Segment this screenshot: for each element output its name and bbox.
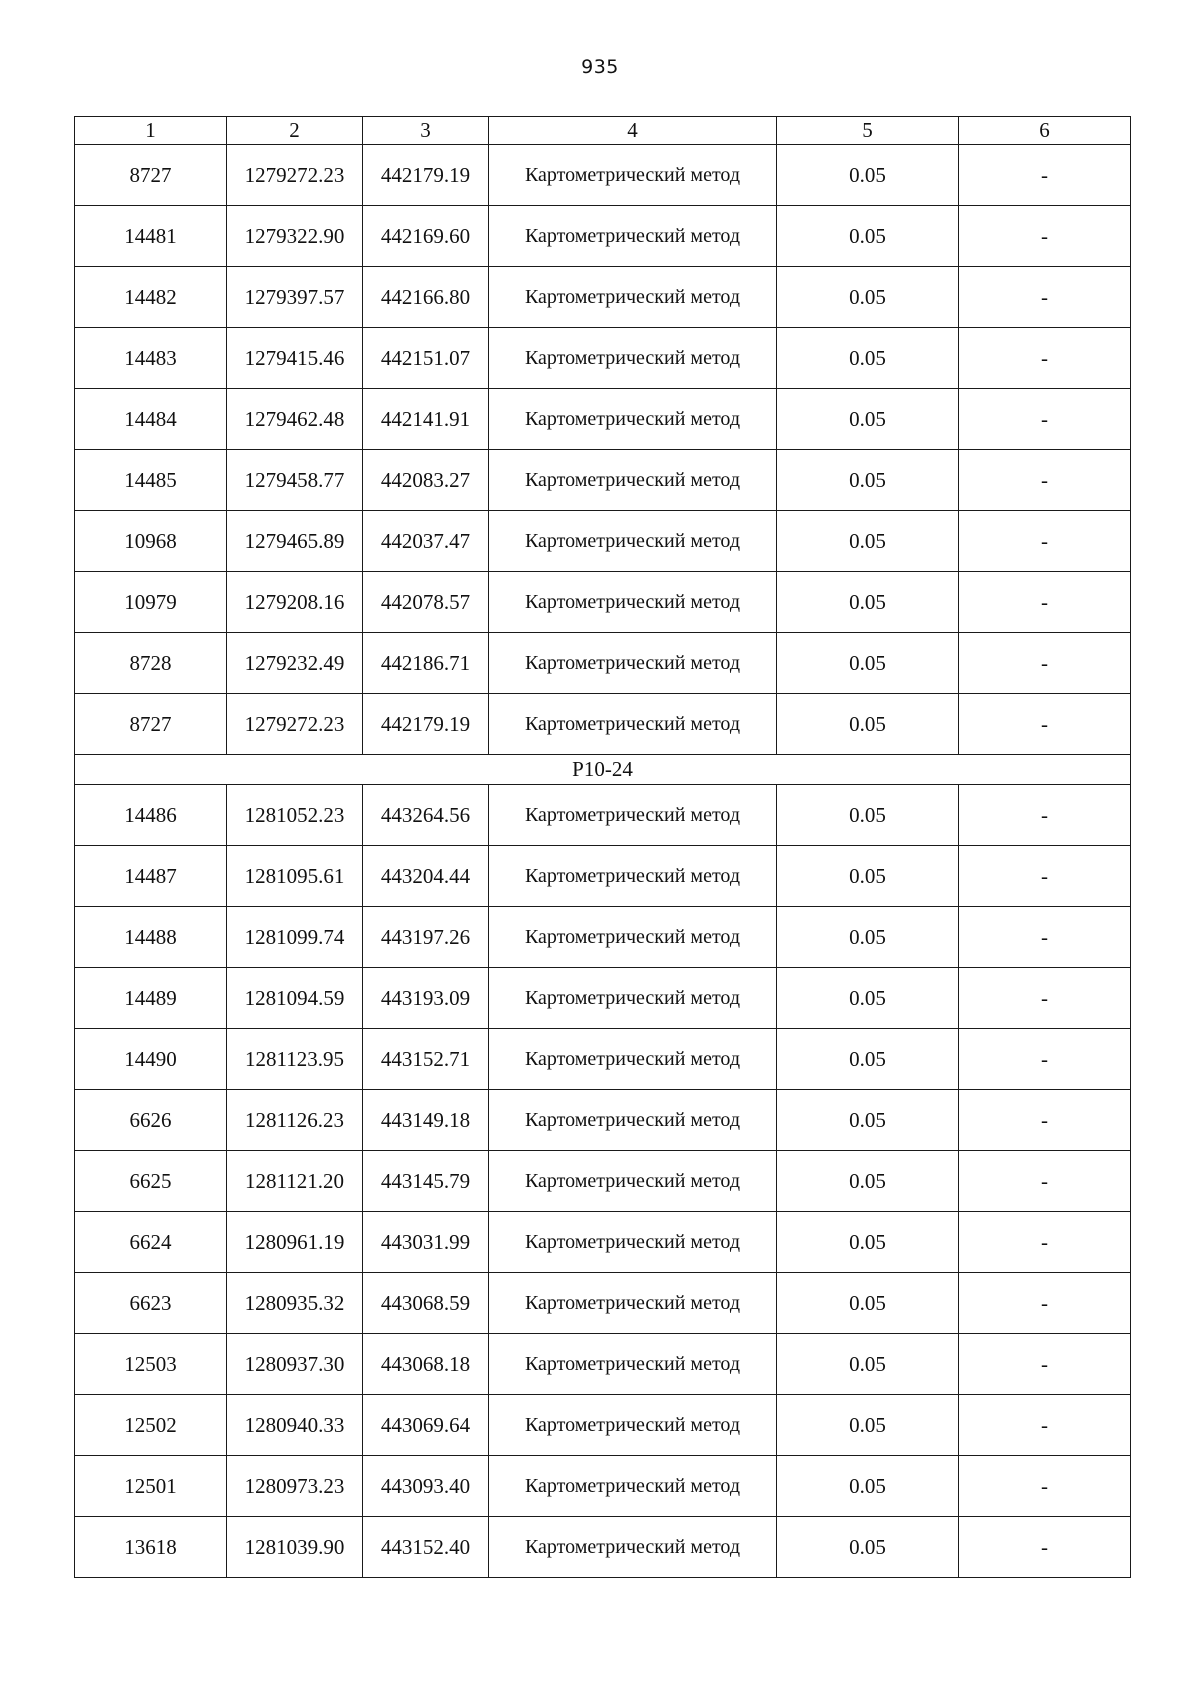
coordinate-x-cell: 1281123.95: [227, 1029, 363, 1090]
coordinate-y-cell: 443193.09: [363, 968, 489, 1029]
coordinates-table: [74, 116, 1131, 1578]
coordinate-x-cell: 1279272.23: [227, 145, 363, 206]
accuracy-cell: 0.05: [777, 1151, 959, 1212]
note-cell: -: [959, 633, 1131, 694]
coordinate-x-cell: 1279322.90: [227, 206, 363, 267]
method-cell: Картометрический метод: [489, 1517, 777, 1578]
note-cell: -: [959, 1090, 1131, 1151]
coordinate-x-cell: 1279458.77: [227, 450, 363, 511]
accuracy-cell: 0.05: [777, 1273, 959, 1334]
table-body: [75, 117, 1131, 1578]
table-row: [75, 1212, 1131, 1273]
column-number-header: [75, 117, 1131, 145]
coordinate-y-cell: 443152.40: [363, 1517, 489, 1578]
coordinate-x-cell: 1281094.59: [227, 968, 363, 1029]
point-number-cell: 8727: [75, 694, 227, 755]
coordinate-x-cell: 1280961.19: [227, 1212, 363, 1273]
coordinate-x-cell: 1280937.30: [227, 1334, 363, 1395]
coordinate-y-cell: 443197.26: [363, 907, 489, 968]
method-cell: Картометрический метод: [489, 694, 777, 755]
table-row: [75, 907, 1131, 968]
accuracy-cell: 0.05: [777, 328, 959, 389]
point-number-cell: 14483: [75, 328, 227, 389]
note-cell: -: [959, 267, 1131, 328]
point-number-cell: 14484: [75, 389, 227, 450]
column-header: 5: [777, 117, 959, 145]
coordinate-y-cell: 443149.18: [363, 1090, 489, 1151]
table-row: [75, 450, 1131, 511]
column-header: 3: [363, 117, 489, 145]
accuracy-cell: 0.05: [777, 694, 959, 755]
note-cell: -: [959, 1029, 1131, 1090]
coordinate-y-cell: 443145.79: [363, 1151, 489, 1212]
coordinate-x-cell: 1279462.48: [227, 389, 363, 450]
table-row: [75, 511, 1131, 572]
accuracy-cell: 0.05: [777, 1090, 959, 1151]
coordinate-y-cell: 442083.27: [363, 450, 489, 511]
coordinate-y-cell: 443264.56: [363, 785, 489, 846]
note-cell: -: [959, 511, 1131, 572]
coordinate-y-cell: 443068.18: [363, 1334, 489, 1395]
point-number-cell: 6626: [75, 1090, 227, 1151]
point-number-cell: 6623: [75, 1273, 227, 1334]
coordinate-x-cell: 1281039.90: [227, 1517, 363, 1578]
accuracy-cell: 0.05: [777, 1395, 959, 1456]
accuracy-cell: 0.05: [777, 450, 959, 511]
coordinate-y-cell: 442179.19: [363, 145, 489, 206]
point-number-cell: 14490: [75, 1029, 227, 1090]
table-row: [75, 846, 1131, 907]
table-row: [75, 1273, 1131, 1334]
note-cell: -: [959, 907, 1131, 968]
column-header: 6: [959, 117, 1131, 145]
method-cell: Картометрический метод: [489, 1029, 777, 1090]
note-cell: -: [959, 145, 1131, 206]
table-row: [75, 1029, 1131, 1090]
coordinate-y-cell: 442169.60: [363, 206, 489, 267]
accuracy-cell: 0.05: [777, 1029, 959, 1090]
method-cell: Картометрический метод: [489, 1212, 777, 1273]
table-row: [75, 1517, 1131, 1578]
method-cell: Картометрический метод: [489, 511, 777, 572]
accuracy-cell: 0.05: [777, 968, 959, 1029]
section-title: Р10-24: [75, 755, 1131, 785]
coordinate-y-cell: 442141.91: [363, 389, 489, 450]
method-cell: Картометрический метод: [489, 1090, 777, 1151]
table-row: [75, 267, 1131, 328]
accuracy-cell: 0.05: [777, 572, 959, 633]
note-cell: -: [959, 968, 1131, 1029]
coordinate-y-cell: 443152.71: [363, 1029, 489, 1090]
table-row: [75, 1334, 1131, 1395]
table-row: [75, 389, 1131, 450]
coordinate-y-cell: 442151.07: [363, 328, 489, 389]
table-row: [75, 206, 1131, 267]
table-row: [75, 1151, 1131, 1212]
accuracy-cell: 0.05: [777, 1334, 959, 1395]
coordinate-y-cell: 443031.99: [363, 1212, 489, 1273]
method-cell: Картометрический метод: [489, 145, 777, 206]
method-cell: Картометрический метод: [489, 450, 777, 511]
note-cell: -: [959, 206, 1131, 267]
note-cell: -: [959, 1334, 1131, 1395]
point-number-cell: 6624: [75, 1212, 227, 1273]
method-cell: Картометрический метод: [489, 328, 777, 389]
method-cell: Картометрический метод: [489, 572, 777, 633]
coordinate-x-cell: 1280973.23: [227, 1456, 363, 1517]
method-cell: Картометрический метод: [489, 785, 777, 846]
point-number-cell: 12501: [75, 1456, 227, 1517]
coordinate-x-cell: 1280935.32: [227, 1273, 363, 1334]
point-number-cell: 14488: [75, 907, 227, 968]
method-cell: Картометрический метод: [489, 267, 777, 328]
column-header: 4: [489, 117, 777, 145]
coordinate-y-cell: 443204.44: [363, 846, 489, 907]
point-number-cell: 10968: [75, 511, 227, 572]
coordinate-x-cell: 1281099.74: [227, 907, 363, 968]
method-cell: Картометрический метод: [489, 1334, 777, 1395]
point-number-cell: 12502: [75, 1395, 227, 1456]
note-cell: -: [959, 328, 1131, 389]
table-row: [75, 785, 1131, 846]
coordinate-x-cell: 1280940.33: [227, 1395, 363, 1456]
note-cell: -: [959, 1212, 1131, 1273]
accuracy-cell: 0.05: [777, 633, 959, 694]
coordinate-x-cell: 1279465.89: [227, 511, 363, 572]
accuracy-cell: 0.05: [777, 846, 959, 907]
method-cell: Картометрический метод: [489, 633, 777, 694]
page-number: 935: [581, 56, 619, 78]
coordinate-y-cell: 443068.59: [363, 1273, 489, 1334]
table-row: [75, 145, 1131, 206]
note-cell: -: [959, 572, 1131, 633]
point-number-cell: 10979: [75, 572, 227, 633]
note-cell: -: [959, 389, 1131, 450]
table-row: [75, 633, 1131, 694]
method-cell: Картометрический метод: [489, 1395, 777, 1456]
coordinate-x-cell: 1279208.16: [227, 572, 363, 633]
note-cell: -: [959, 1151, 1131, 1212]
method-cell: Картометрический метод: [489, 968, 777, 1029]
point-number-cell: 8728: [75, 633, 227, 694]
method-cell: Картометрический метод: [489, 846, 777, 907]
method-cell: Картометрический метод: [489, 206, 777, 267]
coordinate-x-cell: 1279232.49: [227, 633, 363, 694]
table-row: [75, 694, 1131, 755]
coordinate-y-cell: 442037.47: [363, 511, 489, 572]
note-cell: -: [959, 785, 1131, 846]
note-cell: -: [959, 1456, 1131, 1517]
coordinate-y-cell: 442186.71: [363, 633, 489, 694]
coordinate-x-cell: 1279272.23: [227, 694, 363, 755]
accuracy-cell: 0.05: [777, 907, 959, 968]
point-number-cell: 14485: [75, 450, 227, 511]
note-cell: -: [959, 450, 1131, 511]
note-cell: -: [959, 694, 1131, 755]
accuracy-cell: 0.05: [777, 389, 959, 450]
method-cell: Картометрический метод: [489, 1273, 777, 1334]
accuracy-cell: 0.05: [777, 145, 959, 206]
coordinate-x-cell: 1281095.61: [227, 846, 363, 907]
accuracy-cell: 0.05: [777, 785, 959, 846]
coordinate-x-cell: 1281052.23: [227, 785, 363, 846]
coordinate-x-cell: 1279415.46: [227, 328, 363, 389]
accuracy-cell: 0.05: [777, 1517, 959, 1578]
accuracy-cell: 0.05: [777, 206, 959, 267]
table-row: [75, 572, 1131, 633]
accuracy-cell: 0.05: [777, 511, 959, 572]
column-header: 2: [227, 117, 363, 145]
coordinate-x-cell: 1281126.23: [227, 1090, 363, 1151]
point-number-cell: 12503: [75, 1334, 227, 1395]
note-cell: -: [959, 846, 1131, 907]
method-cell: Картометрический метод: [489, 1456, 777, 1517]
coordinate-y-cell: 443069.64: [363, 1395, 489, 1456]
note-cell: -: [959, 1273, 1131, 1334]
accuracy-cell: 0.05: [777, 1212, 959, 1273]
note-cell: -: [959, 1395, 1131, 1456]
table-row: [75, 1090, 1131, 1151]
method-cell: Картометрический метод: [489, 907, 777, 968]
table-row: [75, 968, 1131, 1029]
point-number-cell: 14487: [75, 846, 227, 907]
method-cell: Картометрический метод: [489, 1151, 777, 1212]
coordinate-y-cell: 442179.19: [363, 694, 489, 755]
table-row: [75, 1456, 1131, 1517]
point-number-cell: 14489: [75, 968, 227, 1029]
accuracy-cell: 0.05: [777, 1456, 959, 1517]
table-row: [75, 1395, 1131, 1456]
column-header: 1: [75, 117, 227, 145]
point-number-cell: 14486: [75, 785, 227, 846]
point-number-cell: 6625: [75, 1151, 227, 1212]
section-header-row: [75, 755, 1131, 785]
accuracy-cell: 0.05: [777, 267, 959, 328]
coordinate-y-cell: 442166.80: [363, 267, 489, 328]
point-number-cell: 14482: [75, 267, 227, 328]
method-cell: Картометрический метод: [489, 389, 777, 450]
point-number-cell: 8727: [75, 145, 227, 206]
point-number-cell: 13618: [75, 1517, 227, 1578]
note-cell: -: [959, 1517, 1131, 1578]
coordinate-y-cell: 442078.57: [363, 572, 489, 633]
point-number-cell: 14481: [75, 206, 227, 267]
coordinate-x-cell: 1279397.57: [227, 267, 363, 328]
coordinate-x-cell: 1281121.20: [227, 1151, 363, 1212]
table-row: [75, 328, 1131, 389]
coordinate-y-cell: 443093.40: [363, 1456, 489, 1517]
